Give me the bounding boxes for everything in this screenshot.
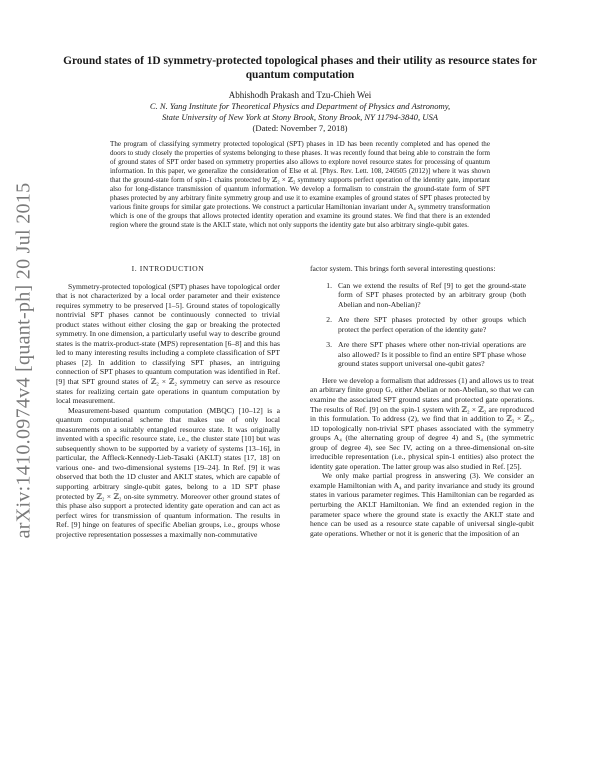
paper-date: (Dated: November 7, 2018) (252, 123, 348, 133)
paper-title: Ground states of 1D symmetry-protected topological phases and their utility as resource states for quantum computation (63, 55, 537, 81)
question-number: 2. (326, 315, 332, 325)
abstract: The program of classifying symmetry protected topological (SPT) phases in 1D has been recently completed and has opened the doors to study closely the properties of systems belonging to these phases. It was recently found that being able to constrain the form of ground states of SPT order based on symmetry properties also allows to explore novel resource states for processing of quantum information. In this paper, we generalize the consideration of Else et al. [Phys. Rev. Lett. 108, 240505 (2012)] where it was shown that the ground-state form of spin-1 chains protected by ℤ₂ × ℤ₂ symmetry supports perfect operation of the identity gate, important also for long-distance transmission of quantum information. We develop a formalism to constrain the ground-state form of SPT phases protected by any arbitrary finite symmetry group and use it to examine examples of ground states of SPT phases protected by various finite groups for similar gate protections. We construct a particular Hamiltonian invariant under A₄ symmetry transformation which is one of the groups that allows protected identity operation and examine its ground states. We find that there is an extended region where the ground state is the AKLT state, which not only supports the identity gate but also arbitrary single-qubit gates. (110, 140, 490, 229)
intro-paragraph-1: Symmetry-protected topological (SPT) phases have topological order that is not characterized by a local order parameter and their existence requires symmetry to be preserved [1–5]. Ground states of topologically nontrivial SPT phases cannot be continuously connected to trivial product states without either closing the gap or breaking the protected symmetry. In one dimension, a particularly useful way to describe ground states is the matrix-product-state (MPS) representation [6–8] and this has led to many interesting results including a complete classification of SPT phases [2]. In addition to classifying SPT phases, an intriguing connection of SPT phases to quantum computation was identified in Ref. [9] that SPT ground states of ℤ₂ × ℤ₂ symmetry can serve as resource states for realizing certain gate operations in quantum computation by local measurement. (56, 281, 280, 406)
question-number: 3. (326, 340, 332, 350)
left-column (56, 264, 280, 539)
questions-intro: factor system. This brings forth several interesting questions: (310, 264, 496, 273)
question-text: Are there SPT phases protected by other groups which protect the perfect operation of the identity gate? (338, 315, 526, 334)
question-text: Can we extend the results of Ref [9] to get the ground-state form of SPT phases protected by an arbitrary group (both Abelian and non-Abelian)? (338, 280, 526, 309)
affiliation-line-1: C. N. Yang Institute for Theoretical Physics and Department of Physics and Astronomy, (149, 101, 451, 111)
paper-authors: Abhishodh Prakash and Tzu-Chieh Wei (228, 90, 372, 100)
arxiv-identifier-stamp (4, 140, 44, 580)
question-number: 1. (326, 280, 332, 290)
affiliation-line-2: State University of New York at Stony Brook, Stony Brook, NY 11794-3840, USA (161, 112, 438, 122)
paper-header (60, 54, 540, 134)
list-item (310, 340, 534, 369)
section-heading-introduction: I. INTRODUCTION (131, 264, 205, 273)
list-item (310, 315, 534, 334)
list-item (310, 281, 534, 310)
formalism-paragraph: Here we develop a formalism that addresses (1) and allows us to treat an arbitrary finite group G, either Abelian or non-Abelian, so that we can examine the associated SPT ground states and protected gate operations. The results of Ref. [9] on the spin-1 system with ℤ₂ × ℤ₂ are reproduced in this formulation. To address (2), we find that in addition to ℤ₂ × ℤ₂, 1D topologically non-trivial SPT phases associated with the symmetry groups A₄ (the alternating group of degree 4) and S₄ (the symmetric group of degree 4), see Sec IV, acting on a three-dimensional on-site irreducible representation (i.e., physical spin-1 entities) also protect the identity gate operation. The latter group was also studied in Ref. [25]. (310, 375, 534, 471)
questions-list (310, 281, 534, 369)
arxiv-stamp-text: arXiv:1410.0974v4 [quant-ph] 20 Jul 2015 (12, 182, 35, 538)
question-text: Are there SPT phases where other non-trivial operations are also allowed? Is it possible to find an entire SPT phase whose ground states support universal one-qubit gates? (338, 340, 526, 369)
intro-paragraph-2: Measurement-based quantum computation (MBQC) [10–12] is a quantum computational scheme that makes use of only local measurements on a suitably entangled resource state. It was originally invented with a specific resource state, i.e., the cluster state [10] but was subsequently shown to be supported by a variety of systems [13–16], in particular, the Affleck-Kennedy-Lieb-Tasaki (AKLT) states [17, 18] on various one- and two-dimensional systems [19–24]. In Ref. [9] it was observed that both the 1D cluster and AKLT states, which are capable of supporting arbitrary single-qubit gates, belong to a 1D SPT phase protected by ℤ₂ × ℤ₂ on-site symmetry. Moreover other ground states of this phase also support a protected identity gate operation and can act as perfect wires for transmission of quantum information. The results in Ref. [9] hinge on features of specific Abelian groups, i.e., groups whose projective representation possesses a maximally non-commutative (56, 405, 280, 539)
partial-progress-paragraph: We only make partial progress in answering (3). We consider an example Hamiltonian with A₄ and parity invariance and study its ground states in various parameter regimes. This Hamiltonian can be regarded as perturbing the AKLT Hamiltonian. We find an extended region in the parameter space where the ground state is exactly the AKLT state and hence can be used as a resource state capable of universal single-qubit gate operations. Whether or not it is generic that the imposition of an (310, 471, 534, 538)
right-column (310, 264, 534, 538)
